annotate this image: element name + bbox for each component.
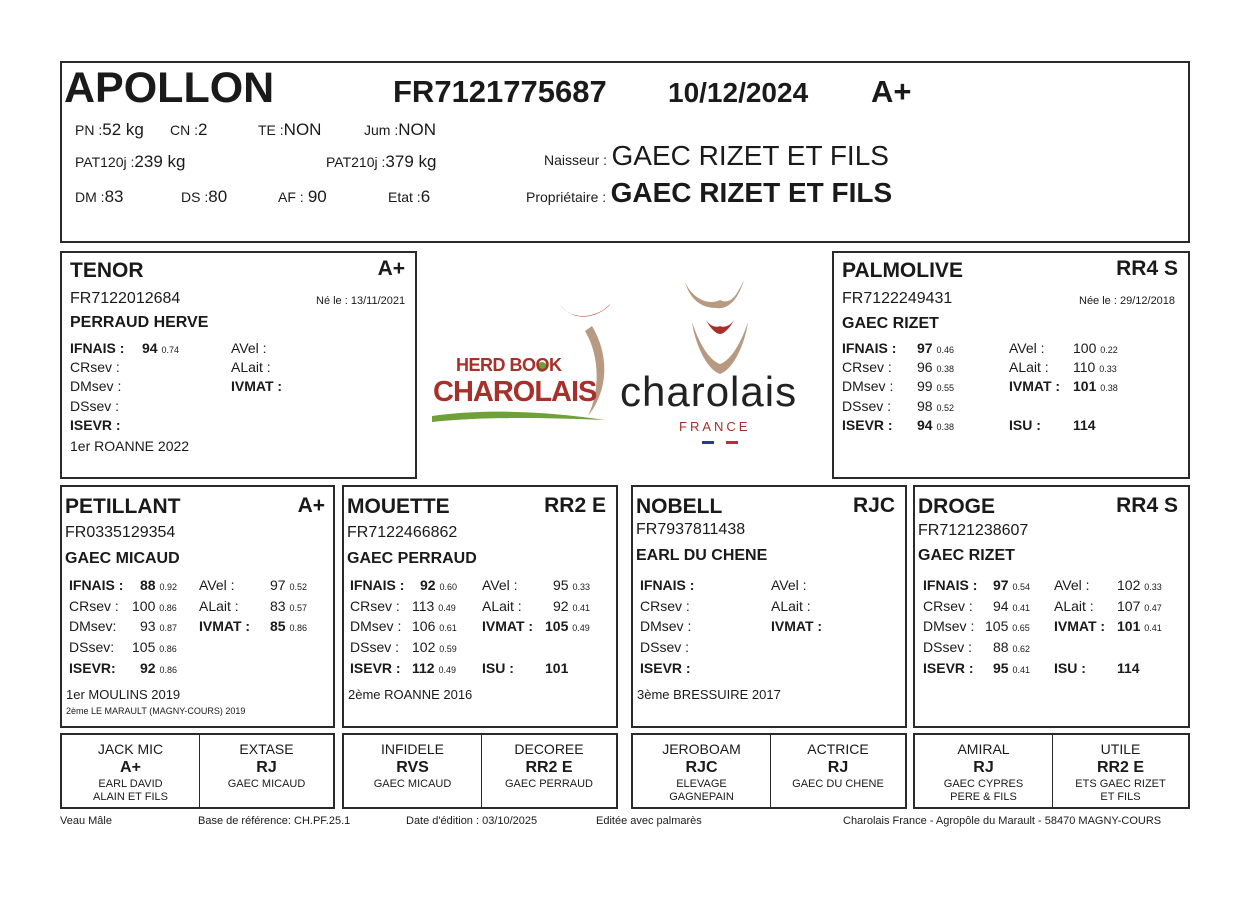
gp1-alait-value: 83 0.57 [270,598,307,614]
gp4-owner: GAEC RIZET [918,547,1015,564]
gp3-crsev: CRsev : [640,598,690,614]
gp1-alait: ALait : [199,598,239,614]
gp4-avel: AVel : [1054,577,1090,593]
animal-id: FR7121775687 [393,74,607,109]
ggp1-grade: A+ [120,759,141,776]
gp2-id: FR7122466862 [347,524,458,541]
gp3-isevr: ISEVR : [640,660,691,676]
grandparent-card-4 [913,485,1190,728]
sire-alait: ALait : [231,359,271,375]
ggp4-grade: RR2 E [525,759,573,776]
gp2-name: MOUETTE [347,495,450,518]
footer-palmares-note: Editée avec palmarès [596,815,702,827]
gp1-isevr: ISEVR: [69,660,116,676]
footer-edition-date: Date d'édition : 03/10/2025 [406,815,538,827]
ggp2-name: EXTASE [239,741,294,757]
great-grandparents-group-1 [60,733,335,809]
ggp4-name: DECOREE [514,741,584,757]
gp1-dmsev-value: 93 0.87 [140,618,177,634]
gp4-dssev: DSsev : [923,639,973,655]
gp2-ivmat-value: 105 0.49 [545,618,590,634]
sire-dssev: DSsev : [70,398,120,414]
gp2-dmsev-value: 106 0.61 [412,618,457,634]
gp3-id: FR7937811438 [636,521,746,538]
animal-grade: A+ [871,74,912,109]
dam-crsev: CRsev : [842,359,892,375]
gp1-dssev-value: 105 0.86 [132,639,177,655]
dam-id: FR7122249431 [842,290,953,307]
dam-isevr: ISEVR : [842,417,893,433]
gp1-ivmat: IVMAT : [199,618,251,634]
ggp3-grade: RVS [396,759,429,776]
great-grandparents-group-2 [342,733,618,809]
ds-field: DS :80 [181,187,228,206]
pn-field: PN :52 kg [75,120,144,139]
pat210-field: PAT210j :379 kg [326,152,437,171]
gp4-dmsev-value: 105 0.65 [985,618,1030,634]
charolais-head-icon [620,278,825,378]
sire-owner: PERRAUD HERVE [70,314,209,331]
sire-born: Né le : 13/11/2021 [316,295,406,307]
ggp-card-2 [200,735,333,807]
ggp7-owner-line1: GAEC CYPRES [943,778,1024,790]
af-field: AF : 90 [278,187,327,206]
dam-alait-value: 110 0.33 [1073,359,1117,375]
sire-isevr: ISEVR : [70,417,121,433]
gp2-dssev-value: 102 0.59 [412,639,457,655]
ggp-card-3 [344,735,482,807]
dam-isu-value: 114 [1073,417,1096,433]
sire-crsev: CRsev : [70,359,120,375]
gp2-ifnais: IFNAIS : [350,577,405,593]
gp4-id: FR7121238607 [918,522,1029,539]
herdbook-main-text: CHAROLAIS [433,376,597,408]
gp3-avel: AVel : [771,577,807,593]
ggp6-grade: RJ [827,759,849,776]
dam-dssev-value: 98 0.52 [917,398,954,414]
gp2-alait-value: 92 0.41 [553,598,590,614]
ggp7-grade: RJ [973,759,994,776]
gp1-crsev: CRsev : [69,598,119,614]
animal-date: 10/12/2024 [668,77,809,108]
sire-palmares: 1er ROANNE 2022 [70,438,190,454]
sire-avel: AVel : [231,340,267,356]
gp2-ivmat: IVMAT : [482,618,534,634]
gp2-dssev: DSsev : [350,639,400,655]
ggp8-owner-line2: ET FILS [1100,791,1141,803]
gp4-isevr: ISEVR : [923,660,974,676]
gp4-alait-value: 107 0.47 [1117,598,1162,614]
gp2-crsev: CRsev : [350,598,400,614]
gp4-crsev: CRsev : [923,598,973,614]
ggp5-grade: RJC [685,759,718,776]
dam-dmsev: DMsev : [842,378,894,394]
gp1-dssev: DSsev: [69,639,115,655]
ggp4-owner-line1: GAEC PERRAUD [504,778,594,790]
gp4-grade: RR4 S [1116,494,1178,517]
footer-organisation: Charolais France - Agropôle du Marault - 58470 MAGNY-COURS [843,815,1162,827]
charolais-france-logo [620,278,825,453]
cn-field: CN :2 [170,120,208,139]
gp2-isevr: ISEVR : [350,660,401,676]
france-text: FRANCE [679,419,751,434]
dam-isevr-value: 94 0.38 [917,417,954,433]
sire-ifnais: IFNAIS : [70,340,125,356]
dam-born: Née le : 29/12/2018 [1079,295,1176,307]
ggp-card-7 [915,735,1053,807]
gp4-ivmat-value: 101 0.41 [1117,618,1162,634]
gp2-avel: AVel : [482,577,518,593]
gp1-avel: AVel : [199,577,235,593]
ggp8-grade: RR2 E [1096,759,1145,776]
gp1-ivmat-value: 85 0.86 [270,618,307,634]
gp1-ifnais: IFNAIS : [69,577,124,593]
gp1-avel-value: 97 0.52 [270,577,307,593]
sire-ifnais-value: 94 0.74 [142,340,179,356]
gp1-palmares: 1er MOULINS 2019 [66,687,181,702]
dam-ivmat-value: 101 0.38 [1073,378,1118,394]
gp4-ivmat: IVMAT : [1054,618,1106,634]
flag-red-stripe [726,441,738,444]
gp2-ifnais-value: 92 0.60 [420,577,457,593]
gp4-isevr-value: 95 0.41 [993,660,1030,676]
gp4-dssev-value: 88 0.62 [993,639,1030,655]
dam-avel: AVel : [1009,340,1045,356]
dam-avel-value: 100 0.22 [1073,340,1118,356]
gp2-avel-value: 95 0.33 [553,577,590,593]
great-grandparents-group-4 [913,733,1190,809]
dam-ifnais: IFNAIS : [842,340,897,356]
gp1-id: FR0335129354 [65,524,176,541]
jum-field: Jum :NON [364,120,437,139]
dam-dmsev-value: 99 0.55 [917,378,954,394]
footer-category: Veau Mâle [60,815,112,827]
gp3-ivmat: IVMAT : [771,618,823,634]
gp2-isu-value: 101 [545,660,569,676]
grandparent-card-1 [60,485,335,728]
gp2-dmsev: DMsev : [350,618,402,634]
gp4-ifnais-value: 97 0.54 [993,577,1030,593]
sire-id: FR7122012684 [70,290,181,307]
proprietaire-field: Propriétaire : GAEC RIZET ET FILS [526,177,893,208]
grandparent-card-2 [342,485,618,728]
animal-name: APOLLON [64,64,275,112]
ggp2-grade: RJ [256,759,277,776]
gp4-isu: ISU : [1054,660,1086,676]
gp2-crsev-value: 113 0.49 [412,598,456,614]
ggp5-owner-line1: ELEVAGE [676,778,727,790]
gp1-name: PETILLANT [65,495,181,518]
gp2-isu: ISU : [482,660,514,676]
gp4-ifnais: IFNAIS : [923,577,978,593]
gp1-owner: GAEC MICAUD [65,550,180,567]
ggp6-name: ACTRICE [807,741,869,757]
ggp8-owner-line1: ETS GAEC RIZET [1075,778,1166,790]
gp2-alait: ALait : [482,598,522,614]
ggp1-owner-line2: ALAIN ET FILS [93,791,168,803]
herdbook-top-text: HERD BOOK [456,355,562,375]
ggp5-owner-line2: GAGNEPAIN [669,791,734,803]
pat120-field: PAT120j :239 kg [75,152,186,171]
te-field: TE :NON [258,120,322,139]
ggp-card-1 [62,735,200,807]
ggp-card-4 [482,735,616,807]
dam-name: PALMOLIVE [842,259,963,282]
gp1-crsev-value: 100 0.86 [132,598,177,614]
sire-card [60,251,417,479]
dm-field: DM :83 [75,187,124,206]
gp3-name: NOBELL [636,495,723,518]
ggp1-name: JACK MIC [97,741,164,757]
ggp-card-5 [633,735,771,807]
dam-alait: ALait : [1009,359,1049,375]
gp1-isevr-value: 92 0.86 [140,660,177,676]
dam-dssev: DSsev : [842,398,892,414]
gp3-dmsev: DMsev : [640,618,692,634]
gp3-ifnais: IFNAIS : [640,577,695,593]
dam-ivmat: IVMAT : [1009,378,1061,394]
ggp3-name: INFIDELE [380,741,444,757]
ggp-card-8 [1053,735,1188,807]
gp3-palmares: 3ème BRESSUIRE 2017 [637,687,781,702]
sire-dmsev: DMsev : [70,378,122,394]
gp4-avel-value: 102 0.33 [1117,577,1162,593]
gp1-dmsev: DMsev: [69,618,117,634]
gp2-owner: GAEC PERRAUD [347,550,477,567]
gp4-crsev-value: 94 0.41 [993,598,1030,614]
gp2-isevr-value: 112 0.49 [412,660,457,676]
ggp-card-6 [771,735,905,807]
gp4-name: DROGE [918,495,996,518]
ggp6-owner-line1: GAEC DU CHENE [792,778,884,790]
charolais-text: charolais [620,368,798,415]
gp1-ifnais-value: 88 0.92 [140,577,177,593]
dam-owner: GAEC RIZET [842,315,939,332]
gp4-alait: ALait : [1054,598,1094,614]
gp3-owner: EARL DU CHENE [636,547,768,564]
gp3-alait: ALait : [771,598,811,614]
sire-ivmat: IVMAT : [231,378,283,394]
gp3-grade: RJC [852,494,895,517]
gp4-isu-value: 114 [1117,660,1140,676]
ggp2-owner-line1: GAEC MICAUD [227,778,306,790]
ggp7-name: AMIRAL [957,741,1010,757]
naisseur-field: Naisseur : GAEC RIZET ET FILS [544,140,889,171]
flag-blue-stripe [702,441,714,444]
gp3-dssev: DSsev : [640,639,690,655]
ggp5-name: JEROBOAM [662,741,741,757]
gp1-grade: A+ [297,494,325,517]
etat-field: Etat :6 [388,187,431,206]
herdbook-logo [430,296,610,426]
great-grandparents-group-3 [631,733,907,809]
ggp8-name: UTILE [1100,741,1141,757]
grandparent-card-3 [631,485,907,728]
dam-grade: RR4 S [1116,257,1178,280]
ggp1-owner-line1: EARL DAVID [98,778,163,790]
gp1-palmares-2: 2ème LE MARAULT (MAGNY-COURS) 2019 [66,706,246,716]
sire-grade: A+ [377,257,405,280]
gp2-grade: RR2 E [544,494,606,517]
footer-reference: Base de référence: CH.PF.25.1 [198,815,351,827]
ggp3-owner-line1: GAEC MICAUD [373,778,452,790]
dam-card [832,251,1190,479]
dam-crsev-value: 96 0.38 [917,359,954,375]
dam-isu: ISU : [1009,417,1041,433]
sire-name: TENOR [70,259,144,282]
gp4-dmsev: DMsev : [923,618,975,634]
ggp7-owner-line2: PERE & FILS [950,791,1017,803]
dam-ifnais-value: 97 0.46 [917,340,954,356]
gp2-palmares: 2ème ROANNE 2016 [348,687,473,702]
